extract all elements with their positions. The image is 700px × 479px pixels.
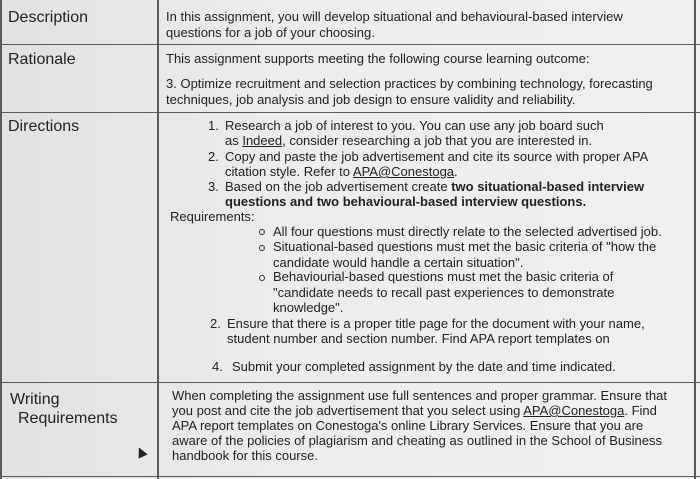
row-divider — [0, 476, 700, 477]
step-text: citation style. Refer to APA@Conestoga. — [225, 164, 458, 179]
column-divider — [157, 0, 159, 479]
step-text: questions and two behavioural-based interview questions. — [225, 194, 587, 209]
step-text: Ensure that there is a proper title page for the document with your name, — [227, 316, 645, 331]
label-rationale: Rationale — [8, 51, 76, 68]
apa-conestoga-link[interactable]: APA@Conestoga — [352, 164, 455, 179]
mouse-pointer-icon — [134, 445, 147, 458]
requirement-item: All four questions must directly relate to the selected advertised job. — [273, 224, 662, 239]
step-text: as Indeed, consider researching a job that you are interested in. — [225, 133, 593, 148]
column-divider — [0, 0, 2, 479]
indeed-link[interactable]: Indeed, — [242, 133, 286, 148]
rationale-intro: This assignment supports meeting the following course learning outcome: — [166, 51, 590, 66]
writing-line: handbook for this course. — [172, 448, 318, 463]
step-text: student number and section number. Find APA report templates on — [227, 331, 610, 346]
column-divider — [694, 0, 696, 479]
label-writing: Writing — [10, 391, 60, 408]
step-text: Copy and paste the job advertisement and cite its source with proper APA — [225, 149, 649, 164]
label-requirements: Requirements — [18, 410, 118, 427]
step-number: 1. — [208, 118, 219, 133]
step-text: Submit your completed assignment by the date and time indicated. — [232, 359, 616, 374]
rationale-outcome: 3. Optimize recruitment and selection practices by combining technology, forecasting — [166, 76, 653, 91]
row-divider — [0, 44, 700, 45]
requirements-heading: Requirements: — [170, 209, 255, 224]
step-number: 2. — [210, 316, 221, 331]
step-number: 4. — [212, 359, 223, 374]
requirement-item: Behaviourial-based questions must met the basic criteria of — [273, 269, 614, 284]
row-divider — [0, 112, 700, 113]
writing-line: When completing the assignment use full sentences and proper grammar. Ensure that — [172, 388, 667, 403]
writing-line: aware of the policies of plagiarism and cheating as outlined in the School of Business — [172, 433, 662, 448]
writing-line: APA report templates on Conestoga's online Library Services. Ensure that you are — [172, 418, 644, 433]
row-divider — [0, 382, 700, 383]
description-line: In this assignment, you will develop situational and behavioural-based interview — [166, 9, 623, 24]
description-line: questions for a job of your choosing. — [166, 25, 375, 40]
bullet-icon — [259, 229, 265, 235]
bullet-icon — [259, 275, 265, 281]
apa-conestoga-link[interactable]: APA@Conestoga — [523, 403, 625, 418]
step-text: Based on the job advertisement create two situational-based interview — [225, 179, 645, 194]
bullet-icon — [259, 245, 265, 251]
requirement-item: "candidate needs to recall past experiences to demonstrate — [273, 285, 615, 300]
label-directions: Directions — [8, 118, 80, 135]
requirement-item: candidate would handle a certain situation". — [273, 255, 524, 270]
label-description: Description — [8, 9, 89, 26]
requirement-item: knowledge". — [273, 300, 344, 315]
step-number: 3. — [208, 179, 219, 194]
requirement-item: Situational-based questions must met the basic criteria of "how the — [273, 239, 657, 254]
step-text: Research a job of interest to you. You can use any job board such — [225, 118, 604, 133]
writing-line: you post and cite the job advertisement that you select using APA@Conestoga. Find — [172, 403, 657, 418]
step-number: 2. — [208, 149, 219, 164]
rationale-outcome: techniques, job analysis and job design to ensure validity and reliability. — [166, 92, 576, 107]
